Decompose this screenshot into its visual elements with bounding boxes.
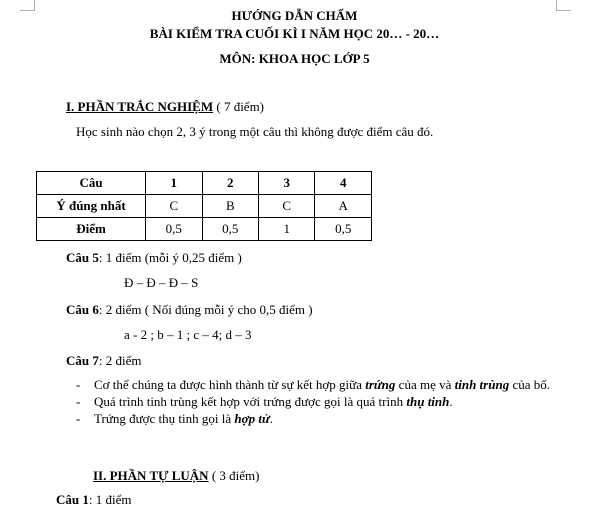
bullet-emphasis: trứng bbox=[365, 377, 396, 392]
bullet-text: Quá trình tinh trùng kết hợp với trứng được gọi là quá trình bbox=[94, 394, 407, 409]
table-cell: Điểm bbox=[37, 218, 146, 241]
question-6-label: Câu 6 bbox=[66, 302, 99, 317]
bullet-dash: - bbox=[76, 377, 81, 392]
question-7-label: Câu 7 bbox=[66, 353, 99, 368]
part2-heading: II. PHẦN TỰ LUẬN bbox=[93, 468, 209, 483]
question-1 bbox=[56, 492, 131, 508]
question-7-answers bbox=[76, 376, 566, 427]
table-cell: 2 bbox=[202, 172, 259, 195]
bullet-emphasis: hợp tử bbox=[234, 411, 270, 426]
table-cell: B bbox=[202, 195, 259, 218]
table-cell: 1 bbox=[146, 172, 203, 195]
table-cell: 0,5 bbox=[202, 218, 259, 241]
part2-heading-line bbox=[93, 468, 259, 484]
table-cell: 1 bbox=[259, 218, 315, 241]
bullet-text: . bbox=[269, 411, 273, 426]
table-cell: Câu bbox=[37, 172, 146, 195]
table-row bbox=[37, 172, 372, 195]
part1-note: Học sinh nào chọn 2, 3 ý trong một câu thì không được điểm câu đó. bbox=[76, 124, 434, 139]
question-5-answer: Đ – Đ – Đ – S bbox=[124, 275, 199, 290]
list-item bbox=[76, 376, 566, 393]
table-cell: C bbox=[146, 195, 203, 218]
question-6 bbox=[66, 302, 313, 318]
part2-points: ( 3 điểm) bbox=[208, 468, 260, 483]
table-cell: 3 bbox=[259, 172, 315, 195]
part1-points: ( 7 điểm) bbox=[216, 99, 265, 114]
question-5 bbox=[66, 250, 242, 266]
part1-heading-line bbox=[66, 99, 264, 115]
question-1-text: : 1 điểm bbox=[88, 492, 132, 507]
bullet-text: Trứng được thụ tinh gọi là bbox=[94, 411, 235, 426]
bullet-emphasis: thụ tinh bbox=[406, 394, 450, 409]
question-6-text: : 2 điểm ( Nối đúng mỗi ý cho 0,5 điểm ) bbox=[98, 302, 313, 317]
question-7-text: : 2 điểm bbox=[98, 353, 142, 368]
answer-table bbox=[36, 171, 372, 241]
question-6-answer: a - 2 ; b – 1 ; c – 4; d – 3 bbox=[124, 327, 252, 342]
doc-title: HƯỚNG DẪN CHẤM bbox=[231, 8, 358, 23]
question-1-label: Câu 1 bbox=[56, 492, 89, 507]
table-cell: C bbox=[259, 195, 315, 218]
table-cell: 0,5 bbox=[146, 218, 203, 241]
list-item bbox=[76, 393, 566, 410]
bullet-dash: - bbox=[76, 394, 81, 409]
table-cell: A bbox=[315, 195, 372, 218]
question-5-text: : 1 điểm (mỗi ý 0,25 điểm ) bbox=[98, 250, 242, 265]
table-row bbox=[37, 218, 372, 241]
table-cell: Ý đúng nhất bbox=[37, 195, 146, 218]
part1-heading: I. PHẦN TRẮC NGHIỆM bbox=[66, 99, 214, 114]
bullet-text: . bbox=[449, 394, 453, 409]
bullet-emphasis: tinh trùng bbox=[454, 377, 510, 392]
question-5-label: Câu 5 bbox=[66, 250, 99, 265]
bullet-dash: - bbox=[76, 411, 81, 426]
bullet-text: của bố. bbox=[509, 377, 550, 392]
bullet-text: Cơ thể chúng ta được hình thành từ sự kết hợp giữa bbox=[94, 377, 366, 392]
question-7 bbox=[66, 353, 141, 369]
doc-subject: MÔN: KHOA HỌC LỚP 5 bbox=[219, 51, 370, 66]
bullet-text: của mẹ và bbox=[395, 377, 455, 392]
table-row bbox=[37, 195, 372, 218]
doc-subtitle: BÀI KIỂM TRA CUỐI KÌ I NĂM HỌC 20… - 20… bbox=[149, 26, 440, 41]
table-cell: 0,5 bbox=[315, 218, 372, 241]
list-item bbox=[76, 410, 566, 427]
table-cell: 4 bbox=[315, 172, 372, 195]
